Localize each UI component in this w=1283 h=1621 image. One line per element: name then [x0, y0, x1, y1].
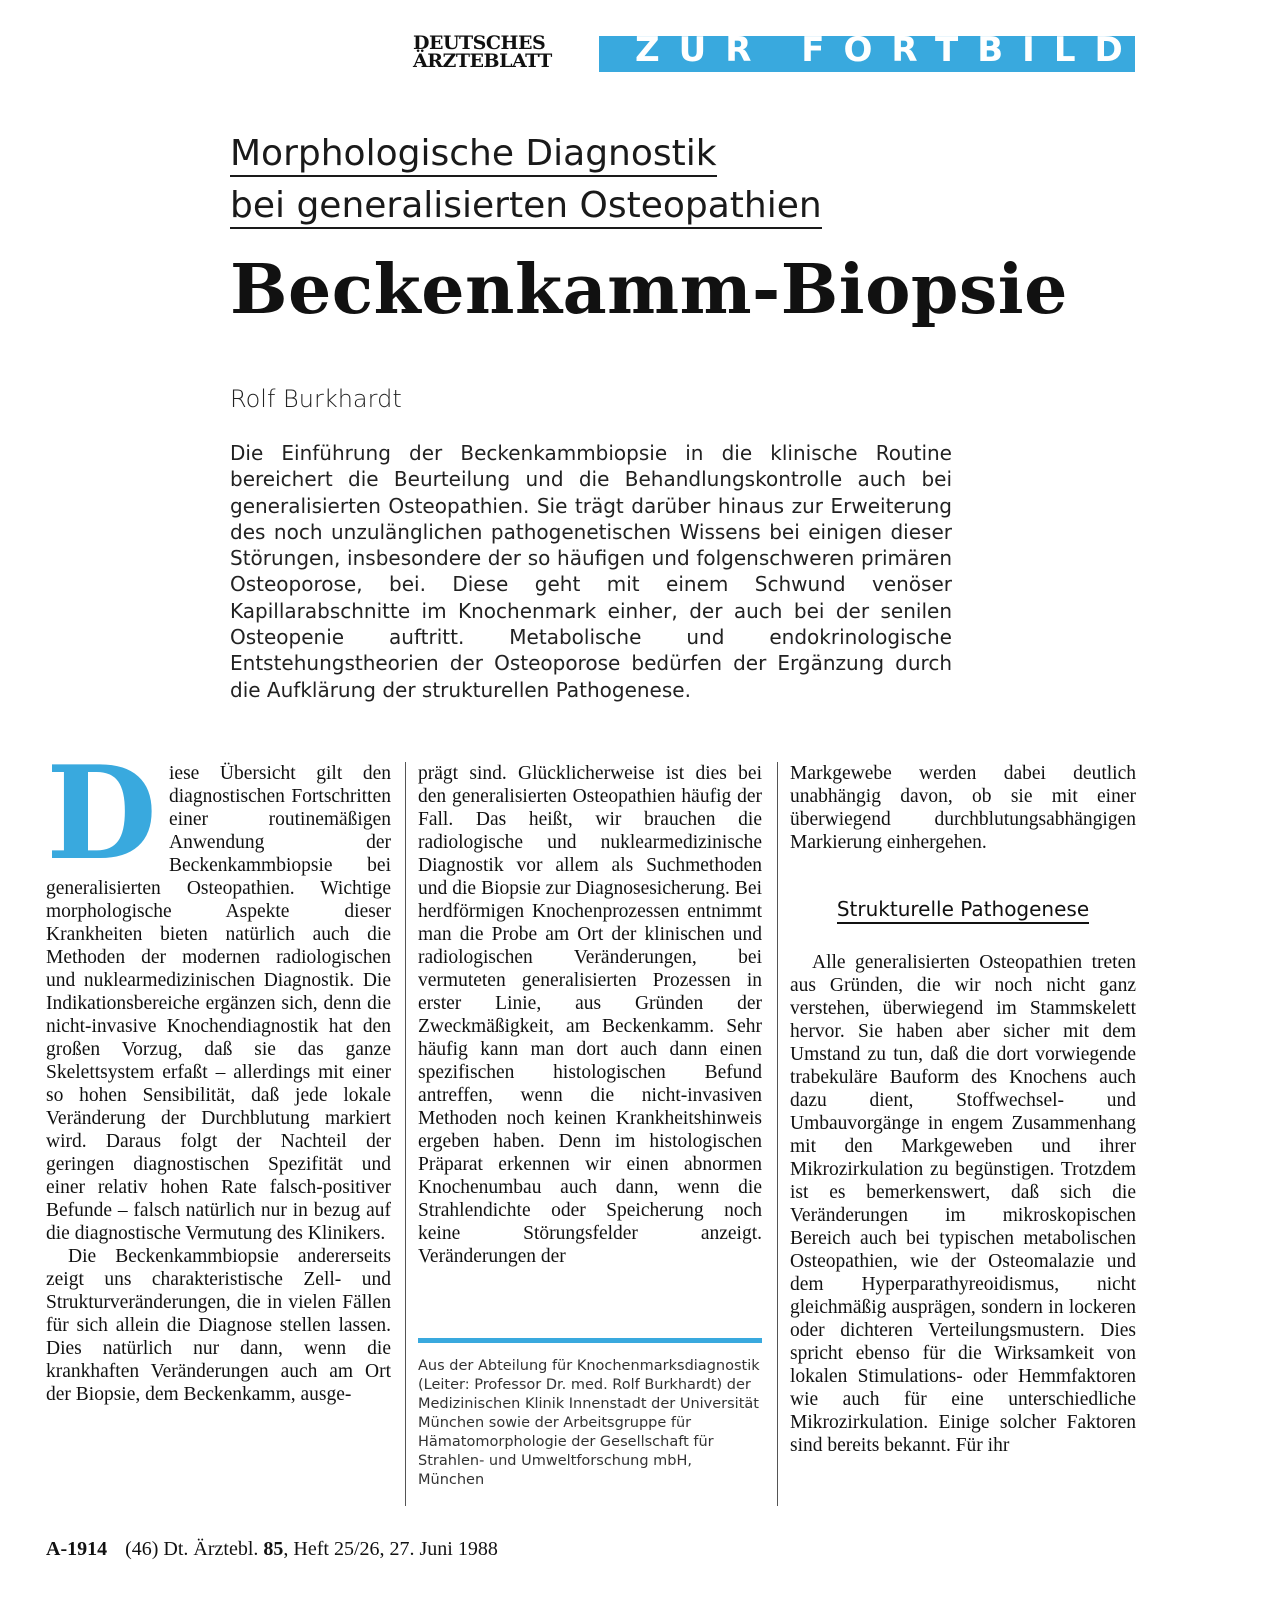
volume-number: 85: [263, 1538, 284, 1560]
journal-logo: [413, 34, 583, 70]
subtitle-line-1-text: Morphologische Diagnostik: [230, 133, 717, 177]
article-subtitle-line-2: [230, 184, 1130, 228]
author-affiliation: Aus der Abteilung für Knochenmarksdiagnostik (Leiter: Professor Dr. med. Rolf Burkhardt) der Medizinischen Klinik Innenstadt der Universität München sowie der Arbeitsgruppe für Hämatomorphologie der Gesellschaft für Strahlen- und Umweltforschung mbH, München: [418, 1358, 760, 1488]
body-column-1: [46, 739, 391, 1406]
article-subtitle-line-1: [230, 132, 1130, 176]
body-paragraph: Alle generalisierten Osteopathien treten aus Gründen, die wir noch nicht ganz verstehen, überwiegend im Stammskelett hervor. Sie haben aber sicher mit dem Umstand zu tun, daß die dort vorwiegende trabekuläre Bauform des Knochens auch dazu dient, Stoffwechsel- und Umbauvorgänge in engem Zusammenhang mit den Markgeweben und ihrer Mikrozirkulation zu begünstigen. Trotzdem ist es bemerkenswert, daß sich die Veränderungen im mikroskopischen Bereich auch bei typischen metabolischen Osteopathien, wie der Osteomalazie und dem Hyperparathyreoidismus, nicht gleichmäßig ausprägen, sondern in lockeren oder dichteren Verteilungsmustern. Dies spricht ebenso für die Wirksamkeit von lokalen Stimulations- oder Hemmfaktoren wie auch für eine unterschiedliche Mikrozirkulation. Einige solcher Faktoren sind bereits bekannt. Für ihr: [790, 952, 1136, 1456]
citation-prefix: (46) Dt. Ärztebl.: [125, 1538, 259, 1560]
logo-line-1: DEUTSCHES: [413, 32, 546, 54]
affiliation-rule: [418, 1338, 762, 1343]
column-divider-1: [405, 762, 406, 1506]
body-paragraph: Markgewebe werden dabei deutlich unabhängig davon, ob sie mit einer überwiegend durchblutungsabhängigen Markierung einhergehen.: [790, 763, 1136, 853]
subtitle-line-2-text: bei generalisierten Osteopathien: [230, 185, 822, 229]
section-banner: ZUR FORTBILDUNG: [599, 36, 1135, 72]
article-title: Beckenkamm-Biopsie: [230, 250, 1068, 330]
article-abstract: Die Einführung der Beckenkammbiopsie in die klinische Routine bereichert die Beurteilung und die Behandlungskontrolle auch bei generalisierten Osteopathien. Sie trägt darüber hinaus zur Erweiterung des noch unzulänglichen pathogenetischen Wissens bei einigen dieser Störungen, insbesondere der so häufigen und folgenschweren primären Osteoporose, bei. Diese geht mit einem Schwund venöser Kapillarabschnitte im Knochenmark einher, der auch bei der senilen Osteopenie auftritt. Metabolische und endokrinologische Entstehungstheorien der Osteoporose bedürfen der Ergänzung durch die Aufklärung der strukturellen Pathogenese.: [230, 441, 952, 702]
page-footer: [46, 1538, 498, 1561]
body-column-2-text: [418, 762, 762, 1312]
section-heading: [790, 898, 1136, 921]
body-paragraph: prägt sind. Glücklicherweise ist dies bei den generalisierten Osteopathien häufig der Fall. Das heißt, wir brauchen die radiologische und nuklearmedizinische Diagnostik vor allem als Suchmethoden und die Biopsie zur Diagnosesicherung. Bei herdförmigen Knochenprozessen entnimmt man die Probe am Ort der klinischen und radiologischen Veränderungen, bei vermuteten generalisierten Prozessen in erster Linie, aus Gründen der Zweckmäßigkeit, am Beckenkamm. Sehr häufig kann man dort auch dann einen spezifischen histologischen Befund antreffen, wenn die nicht-invasiven Methoden noch keinen Krankheitshinweis ergeben haben. Denn im histologischen Präparat erkennen wir einen abnormen Knochenumbau auch dann, wenn die Strahlendichte oder Speicherung noch keine Störungsfelder anzeigt. Veränderungen der: [418, 763, 762, 1267]
column-divider-2: [777, 762, 778, 1506]
page-id: A-1914: [46, 1538, 108, 1560]
body-paragraph: iese Übersicht gilt den diagnostischen Fortschritten einer routinemäßigen Anwendung der Beckenkammbiopsie bei generalisierten Osteopathien. Wichtige morphologische Aspekte dieser Krankheiten bieten natürlich auch die Methoden der modernen radiologischen und nuklearmedizinischen Diagnostik. Die Indikationsbereiche ergänzen sich, denn die nicht-invasive Knochendiagnostik hat den großen Vorzug, daß sie das ganze Skelettsystem erfaßt – allerdings mit einer so hohen Sensibilität, daß jede lokale Veränderung der Durchblutung markiert wird. Daraus folgt der Nachteil der geringen diagnostischen Spezifität und einer relativ hohen Rate falsch-positiver Befunde – falsch natürlich nur in bezug auf die diagnostische Vermutung des Klinikers.: [46, 763, 391, 1244]
section-heading-text: Strukturelle Pathogenese: [837, 897, 1089, 924]
drop-cap: D: [46, 739, 157, 889]
body-column-2: [418, 762, 762, 1490]
article-author: Rolf Burkhardt: [230, 385, 402, 413]
body-column-3: [790, 762, 1136, 1457]
citation-suffix: , Heft 25/26, 27. Juni 1988: [283, 1538, 498, 1560]
logo-line-2: ÄRZTEBLATT: [413, 50, 552, 72]
body-paragraph: Die Beckenkammbiopsie andererseits zeigt uns charakteristische Zell- und Strukturveränderungen, die in vielen Fällen für sich allein die Diagnose stellen lassen. Dies natürlich nur dann, wenn die krankhaften Veränderungen auch am Ort der Biopsie, dem Beckenkamm, ausge-: [46, 1246, 391, 1405]
